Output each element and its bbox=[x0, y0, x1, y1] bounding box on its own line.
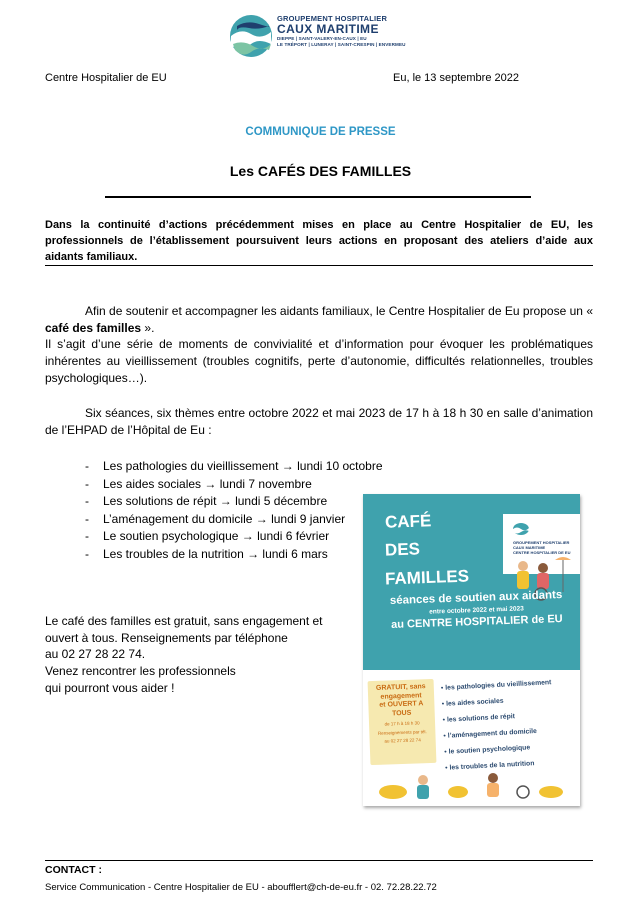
poster-subtitle: séances de soutien aux aidants bbox=[389, 588, 563, 608]
list-item: - Le soutien psychologique → lundi 6 février bbox=[85, 529, 330, 544]
theme-text: Les pathologies du vieillissement → lundi 10 octobre bbox=[103, 459, 383, 473]
paragraph-1 bbox=[45, 303, 593, 387]
event-poster-image bbox=[363, 494, 580, 806]
poster-bottom-illustration bbox=[373, 766, 573, 800]
date: Eu, le 13 septembre 2022 bbox=[393, 72, 519, 84]
closing-line: Venez rencontrer les professionnels bbox=[45, 664, 236, 679]
release-label: COMMUNIQUE DE PRESSE bbox=[245, 126, 396, 138]
paragraph-1-bold: café des familles bbox=[45, 320, 142, 335]
poster-topic-text: les aides sociales bbox=[445, 697, 504, 708]
poster-topic-text: le soutien psychologique bbox=[448, 744, 531, 756]
list-item: - Les aides sociales → lundi 7 novembre bbox=[85, 476, 312, 491]
poster-free-box bbox=[368, 679, 437, 765]
poster-topic: • les troubles de la nutrition bbox=[444, 760, 535, 772]
poster-topic: • les pathologies du vieillissement bbox=[440, 679, 552, 692]
poster-free-line: TOUS bbox=[391, 709, 412, 717]
poster-dates: entre octobre 2022 et mai 2023 bbox=[429, 605, 524, 616]
sender: Centre Hospitalier de EU bbox=[45, 72, 167, 84]
poster-free-line: et OUVERT A bbox=[379, 700, 424, 709]
closing-line: qui pourront vous aider ! bbox=[45, 680, 175, 695]
poster-free-small: de 17 h à 18 h 30 bbox=[384, 720, 420, 727]
poster-logo-line: CAUX MARITIME bbox=[513, 545, 546, 550]
theme-text: Les solutions de répit → lundi 5 décembre bbox=[103, 494, 328, 509]
logo-text bbox=[277, 14, 406, 48]
poster-logo-line: GROUPEMENT HOSPITALIER bbox=[513, 540, 570, 545]
poster-topic-text: les pathologies du vieillissement bbox=[445, 679, 552, 692]
poster-location: au CENTRE HOSPITALIER de EU bbox=[390, 613, 563, 631]
poster-banner bbox=[372, 588, 580, 631]
poster-topic-list bbox=[441, 675, 556, 777]
theme-text: L’aménagement du domicile → lundi 9 janvier bbox=[103, 511, 346, 526]
poster-topic: • les aides sociales bbox=[441, 697, 504, 708]
poster-logo-line: CENTRE HOSPITALIER DE EU bbox=[513, 550, 571, 555]
poster-topic: • les solutions de répit bbox=[442, 713, 516, 724]
closing-line: au 02 27 28 22 74. bbox=[45, 647, 146, 662]
poster-title-line: DES bbox=[384, 539, 421, 560]
hospital-logo bbox=[229, 12, 406, 60]
list-item: - Les solutions de répit → lundi 5 décembre bbox=[85, 494, 328, 509]
poster-free-small: au 02 27 28 22 74 bbox=[384, 737, 421, 744]
logo-line-1: GROUPEMENT HOSPITALIER bbox=[277, 14, 388, 23]
poster-topic-text: les solutions de répit bbox=[446, 713, 516, 724]
intro-paragraph: Dans la continuité d’actions précédemment mises en place au Centre Hospitalier de EU, les professionnels de l’établissement poursuivent leurs actions en proposant des ateliers d’aide aux aidants familiaux. bbox=[45, 219, 593, 263]
contact-divider bbox=[45, 860, 593, 861]
logo-line-2: CAUX MARITIME bbox=[277, 22, 379, 36]
poster-topic: • l’aménagement du domicile bbox=[443, 727, 538, 740]
paragraph-1-text-b: ». bbox=[141, 320, 155, 335]
list-item: - Les pathologies du vieillissement → lundi 10 octobre bbox=[85, 459, 383, 473]
logo-line-4: LE TRÉPORT | LUNERAY | SAINT-CRESPIN | ENVERMEU bbox=[277, 42, 406, 47]
poster-topic: • le soutien psychologique bbox=[444, 744, 531, 756]
poster-topic-text: l’aménagement du domicile bbox=[447, 727, 538, 740]
logo-wave-icon bbox=[229, 14, 273, 58]
poster-free-line: GRATUIT, sans bbox=[375, 683, 426, 692]
paragraph-1-text-c: Il s’agit d’une série de moments de convivialité et d’information pour évoquer les problématiques inhérentes au vieillissement (troubles cognitifs, perte d’autonomie, difficultés relationnelles, troubles psychologiques…). bbox=[45, 337, 593, 385]
closing-line: ouvert à tous. Renseignements par téléphone bbox=[45, 630, 288, 645]
theme-text: Le soutien psychologique → lundi 6 février bbox=[103, 529, 330, 544]
title-underline bbox=[105, 196, 531, 198]
logo-line-3: DIEPPE | SAINT-VALERY-EN-CAUX | EU bbox=[277, 36, 367, 41]
poster-logo-icon bbox=[513, 523, 529, 535]
closing-paragraph bbox=[45, 613, 365, 697]
theme-text: Les troubles de la nutrition → lundi 6 mars bbox=[103, 546, 328, 561]
list-item: - L’aménagement du domicile → lundi 9 janvier bbox=[85, 511, 346, 526]
document-title: Les CAFÉS DES FAMILLES bbox=[229, 163, 412, 179]
poster-title-line: FAMILLES bbox=[384, 566, 470, 589]
poster-logo bbox=[513, 522, 575, 555]
paragraph-1-text-a: Afin de soutenir et accompagner les aidants familiaux, le Centre Hospitalier de Eu propose un « bbox=[85, 304, 593, 318]
paragraph-2 bbox=[45, 405, 593, 438]
list-item: - Les troubles de la nutrition → lundi 6 mars bbox=[85, 546, 328, 561]
contact-details: Service Communication - Centre Hospitalier de EU - aboufflert@ch-de-eu.fr - 02. 72.28.22.72 bbox=[45, 882, 437, 893]
theme-list bbox=[85, 458, 383, 564]
intro-divider bbox=[45, 265, 593, 266]
closing-line: Le café des familles est gratuit, sans engagement et bbox=[45, 614, 323, 628]
poster-free-small: Renseignements par tél. bbox=[377, 728, 427, 736]
poster-topic-text: les troubles de la nutrition bbox=[449, 760, 535, 772]
contact-label: CONTACT : bbox=[45, 864, 102, 876]
paragraph-2-text: Six séances, six thèmes entre octobre 2022 et mai 2023 de 17 h à 18 h 30 en salle d’animation de l’EHPAD de l’Hôpital de Eu : bbox=[45, 406, 593, 437]
poster-title-line: CAFÉ bbox=[384, 511, 432, 532]
theme-text: Les aides sociales → lundi 7 novembre bbox=[103, 476, 312, 491]
poster-free-line: engagement bbox=[380, 691, 422, 701]
